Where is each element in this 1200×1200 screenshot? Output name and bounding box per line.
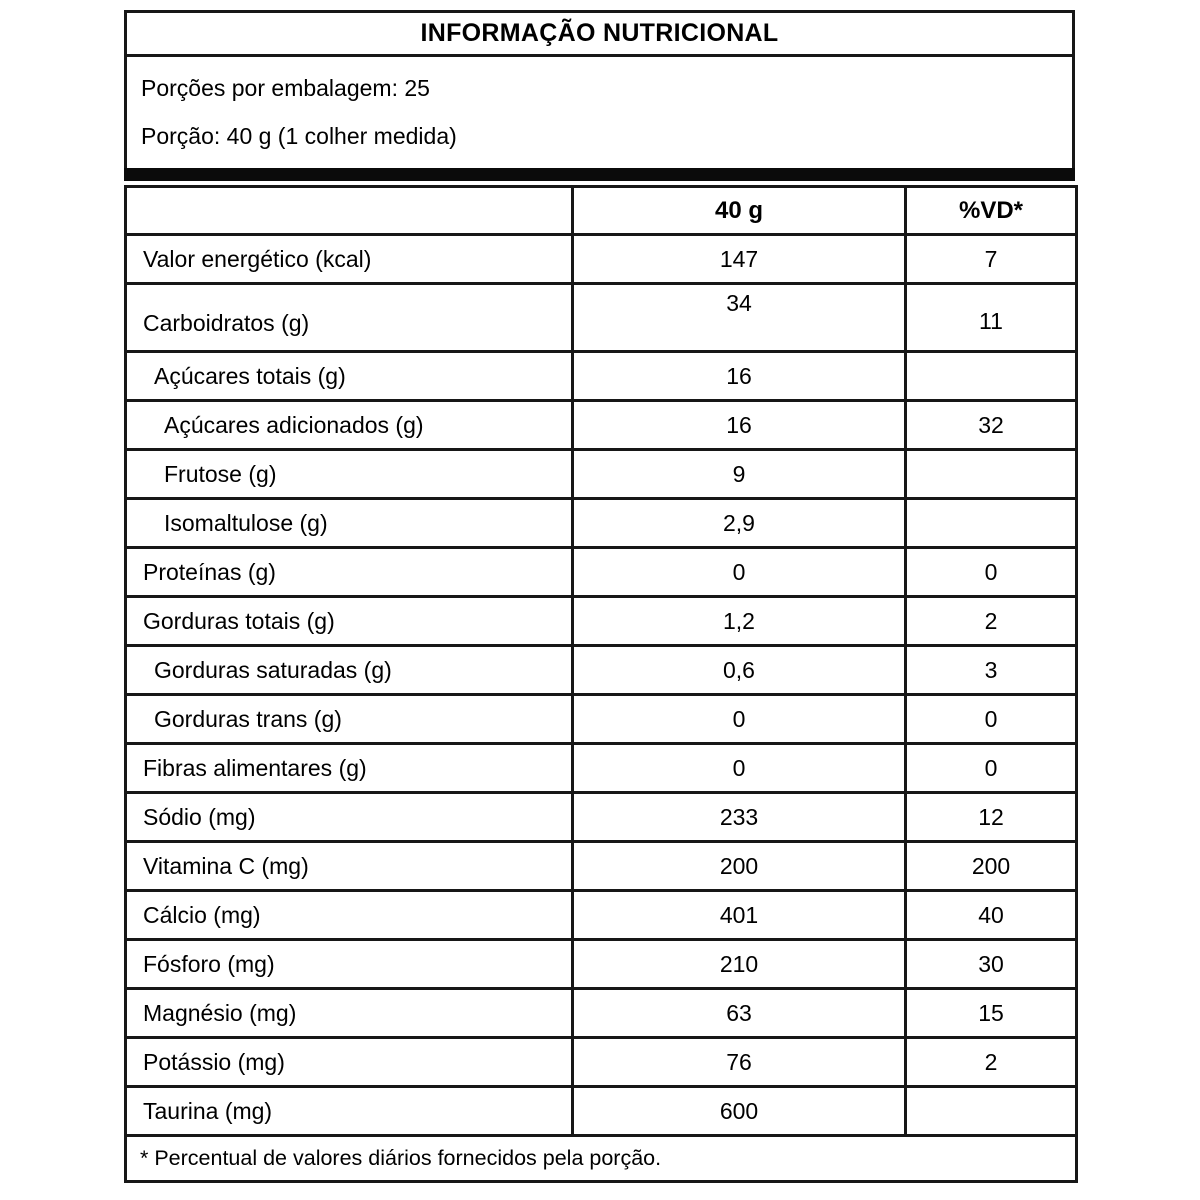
table-row [126, 499, 1077, 548]
dv-value: 3 [906, 646, 1077, 695]
dv-value [906, 499, 1077, 548]
amount-value: 0 [573, 548, 906, 597]
nutrient-label: Taurina (mg) [126, 1087, 573, 1136]
table-row [126, 450, 1077, 499]
amount-value: 76 [573, 1038, 906, 1087]
table-row [126, 284, 1077, 352]
table-row [126, 548, 1077, 597]
dv-value: 0 [906, 744, 1077, 793]
table-row [126, 891, 1077, 940]
table-row [126, 235, 1077, 284]
amount-value: 2,9 [573, 499, 906, 548]
nutrient-label: Fósforo (mg) [126, 940, 573, 989]
portion-size: Porção: 40 g (1 colher medida) [141, 122, 457, 149]
table-row [126, 744, 1077, 793]
dv-value: 12 [906, 793, 1077, 842]
table-row [126, 597, 1077, 646]
table-header-row [126, 187, 1077, 235]
table-row [126, 989, 1077, 1038]
portion-info [127, 57, 1072, 168]
amount-value: 34 [573, 284, 906, 352]
dv-value [906, 1087, 1077, 1136]
nutrient-label: Gorduras totais (g) [126, 597, 573, 646]
nutrient-label: Açúcares totais (g) [126, 352, 573, 401]
dv-value: 2 [906, 1038, 1077, 1087]
dv-value [906, 450, 1077, 499]
amount-value: 1,2 [573, 597, 906, 646]
amount-value: 401 [573, 891, 906, 940]
nutrient-label: Gorduras trans (g) [126, 695, 573, 744]
nutrient-label: Magnésio (mg) [126, 989, 573, 1038]
amount-value: 200 [573, 842, 906, 891]
nutrient-label: Frutose (g) [126, 450, 573, 499]
nutrient-label: Sódio (mg) [126, 793, 573, 842]
nutrient-label: Isomaltulose (g) [126, 499, 573, 548]
nutrition-table [124, 185, 1078, 1183]
dv-value: 7 [906, 235, 1077, 284]
nutrition-label [124, 10, 1075, 1183]
dv-value: 0 [906, 695, 1077, 744]
dv-value: 15 [906, 989, 1077, 1038]
table-row [126, 793, 1077, 842]
dv-value: 11 [906, 284, 1077, 352]
nutrient-label: Vitamina C (mg) [126, 842, 573, 891]
amount-value: 210 [573, 940, 906, 989]
label-header-box [124, 10, 1075, 168]
table-row [126, 842, 1077, 891]
servings-per-package: Porções por embalagem: 25 [141, 74, 430, 101]
nutrient-column-header [126, 187, 573, 235]
nutrient-label: Valor energético (kcal) [126, 235, 573, 284]
amount-value: 16 [573, 352, 906, 401]
amount-value: 147 [573, 235, 906, 284]
table-row [126, 646, 1077, 695]
table-row [126, 1038, 1077, 1087]
table-row [126, 695, 1077, 744]
dv-value [906, 352, 1077, 401]
amount-value: 0 [573, 695, 906, 744]
section-divider-bar [124, 168, 1075, 181]
amount-value: 600 [573, 1087, 906, 1136]
nutrient-label: Gorduras saturadas (g) [126, 646, 573, 695]
table-row [126, 401, 1077, 450]
nutrient-label: Cálcio (mg) [126, 891, 573, 940]
nutrient-label: Fibras alimentares (g) [126, 744, 573, 793]
dv-value: 0 [906, 548, 1077, 597]
dv-footnote: * Percentual de valores diários fornecidos pela porção. [126, 1136, 1077, 1182]
amount-value: 63 [573, 989, 906, 1038]
table-row [126, 1087, 1077, 1136]
amount-value: 0 [573, 744, 906, 793]
amount-value: 16 [573, 401, 906, 450]
dv-value: 40 [906, 891, 1077, 940]
amount-value: 233 [573, 793, 906, 842]
dv-column-header: %VD* [906, 187, 1077, 235]
dv-value: 200 [906, 842, 1077, 891]
amount-column-header: 40 g [573, 187, 906, 235]
nutrient-label: Açúcares adicionados (g) [126, 401, 573, 450]
nutrient-label: Potássio (mg) [126, 1038, 573, 1087]
footnote-row [126, 1136, 1077, 1182]
amount-value: 0,6 [573, 646, 906, 695]
nutrient-label: Carboidratos (g) [126, 284, 573, 352]
dv-value: 32 [906, 401, 1077, 450]
table-row [126, 940, 1077, 989]
nutrient-label: Proteínas (g) [126, 548, 573, 597]
dv-value: 30 [906, 940, 1077, 989]
table-row [126, 352, 1077, 401]
page-title: INFORMAÇÃO NUTRICIONAL [127, 13, 1072, 57]
dv-value: 2 [906, 597, 1077, 646]
amount-value: 9 [573, 450, 906, 499]
